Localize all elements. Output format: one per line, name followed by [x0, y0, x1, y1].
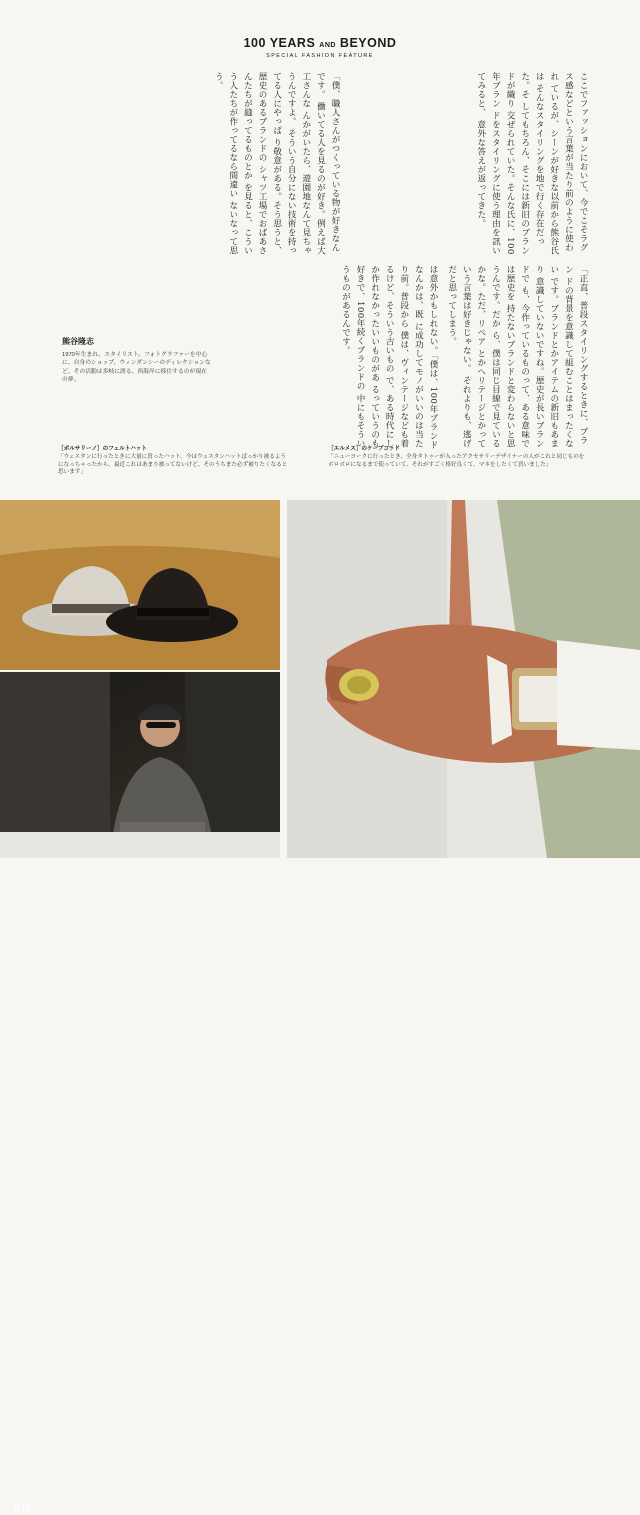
photo-hats	[0, 500, 280, 670]
body-column-middle-left: は意外かもしれない。「僕は、100年ブランドなんかは、既 に成功してモノがいいのは当たり前。普段から 僕は、ヴィンテージなども着るけど、そういう古いもの で、ある時代にしか作れなかったいいものがあ るっていうのも好きで、100年続くブランドの 中にもそういうものがあるんです。	[340, 265, 438, 450]
profile-name: 熊谷隆志	[62, 337, 94, 346]
photo-portrait	[0, 672, 280, 1515]
hats-illustration	[0, 500, 280, 670]
page-number: 049	[14, 1504, 31, 1515]
feature-header	[0, 36, 640, 59]
photo-hand-watch	[287, 500, 640, 858]
caption-hat-text: 「ウェスタンに行ったときに大量に買ったハット。今はウェスタンハットばっかり被るようになっちゃったから、最近これはあまり被ってないけど、そのうちまた必ず被りたくなると思います」	[58, 453, 288, 476]
caption-hat-title: ［ボルサリーノ］のフェルトハット	[58, 446, 147, 452]
title-and: AND	[319, 42, 336, 49]
feature-title	[0, 36, 640, 50]
caption-watch-text: 「ニューヨークに行ったとき、全身タトゥーが入ったアクセサリーデザイナーの人がこれと同じものをボロボロになるまで使っていて。それがすごく格好良くて、マネをしたくて買いました」	[328, 453, 585, 468]
caption-watch-title: ［エルメス］のケープコッド	[328, 446, 400, 452]
portrait-illustration	[0, 672, 280, 858]
hand-watch-illustration	[287, 500, 640, 858]
profile-box	[62, 336, 212, 385]
body-column-top-left: 「僕、職人さんがつくっている物が好きなんです。 働いてる人を見るのが好き。例えば大工さんな んかがいたら、遊園地なんて見ちゃうんですよ。 そういう自分にない技術を持ってる人にやっぱ り敬意がある。そう思うと、歴史のあるブランドの シャツ工場でおばあさんたちが縫ってるものとか を見ると、こういう人たちが作ってるなら間違い ないなって思う。	[213, 72, 340, 256]
caption-hat	[58, 446, 288, 477]
feature-subtitle: SPECIAL FASHION FEATURE	[266, 53, 374, 59]
title-main: 100 YEARS	[243, 36, 320, 50]
profile-bio: 1970年生まれ。スタイリスト、フォトグラファーを中心に、自身のショップ、ウィンダンシーのディレクションなど、その活動は多岐に渡る。西海岸に移住するのが現在の夢。	[62, 352, 211, 384]
title-end: BEYOND	[335, 36, 397, 50]
body-column-middle-right: 「正直、普段スタイリングするときに、ブラン ドの背景を意識して組むことはまったくない です。ブランドとかアイテムの新旧もあまり 意識していないですね。歴史が長いブランドで も、今作っているものって、ある意味では歴史を 持たないブランドと変わらないと思うんです。だか ら、僕は同じ目線で見ているかな。ただ、リペア とかヘリテージとかっていう言葉は好きじゃない。 それよりも、逃げだと思ってしまう。	[446, 265, 588, 449]
caption-watch	[328, 446, 588, 469]
body-column-top-right: ここでファッションにおいて、今でこそラグ ス感などという言葉が当たり前のように使われ ているが、シーンが好きな以前から熊谷氏は そんなスタイリングを地で行く存在だった。そ してもちろん、そこには新旧のブランドが織り 交ぜられていた。そんな氏に、100年ブラン ドをスタイリングに使う理由を訊いてみると、 意外な答えが返ってきた。	[475, 72, 588, 256]
